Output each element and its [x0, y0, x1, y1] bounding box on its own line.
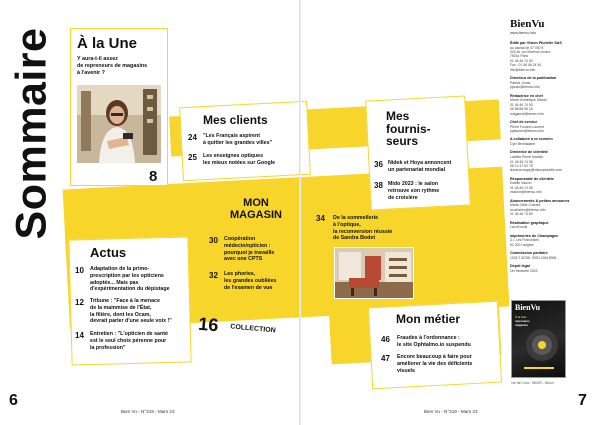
- colophon-line: 01 46 46 74 53: [510, 102, 533, 107]
- colophon-heading: Imprimeries de Champagne: [510, 233, 559, 238]
- colophon-line: esauvin@bienvu.info: [510, 190, 542, 195]
- colophon-heading: Directrice de clientèle: [510, 150, 549, 155]
- shop-interior-illustration: [335, 248, 414, 299]
- colophon-heading: Commission paritaire: [510, 251, 548, 256]
- magasin-heading: MON MAGASIN: [230, 197, 282, 221]
- cover-line-2: repreneurs: [515, 319, 530, 323]
- colophon-line: Patrick Jonas: [510, 80, 531, 85]
- colophon-line: 01 46 46 74 50: [510, 212, 533, 217]
- cover-thumbnail: [511, 300, 566, 378]
- colophon-block: [510, 234, 594, 247]
- colophon-heading: Directeur de la publication: [510, 76, 557, 81]
- metier-heading: Mon métier: [396, 312, 461, 326]
- magasin-item-1-text: Coopération médecin/opticien : pourquoi je travaille avec une CPTS: [224, 236, 275, 263]
- colophon-list: [510, 41, 594, 273]
- optician-photo-illustration: [77, 85, 161, 163]
- magasin-item-1-page: 30: [209, 236, 218, 245]
- magazine-url: www.bienvu.info: [510, 31, 536, 35]
- colophon-block: [510, 137, 594, 146]
- colophon-heading: Abonnements & petites annonces: [510, 198, 570, 203]
- page-title-text: Sommaire: [7, 27, 56, 239]
- colophon-line: pplaurent@bienvu.info: [510, 128, 544, 133]
- clients-heading: Mes clients: [203, 113, 268, 127]
- magasin-feature-text: De la sommellerie à l'optique, la reconversion réussie de Sandra Bodet: [333, 215, 393, 242]
- une-heading: À la Une: [77, 35, 138, 52]
- right-page-number: 7: [578, 392, 587, 409]
- colophon-heading: Édité par Vision Plurielle SAS: [510, 41, 562, 45]
- colophon-line: 320 av. du Général Leclerc: [510, 50, 551, 55]
- colophon-line: info@bienvu.info: [510, 67, 536, 72]
- colophon-line: mocharles@bienvu.info: [510, 207, 546, 212]
- colophon-line: Laetitia Perret Ibrahim: [510, 155, 544, 160]
- colophon-heading: Réalisation graphique: [510, 220, 549, 225]
- metier-item-2-page: 47: [381, 354, 390, 363]
- colophon-block: [510, 94, 594, 116]
- colophon-line: lineaccrocapp@visionplurielle.com: [510, 168, 563, 173]
- clients-item-2-page: 25: [188, 153, 197, 162]
- colophon-line: 01 46 46 74 08: [510, 185, 533, 190]
- actus-item-1-text: Adaptation de la primo- prescription par les opticiens adoptée... Mais pas d'expérimentation du dépistage: [90, 266, 170, 293]
- colophon-line: Pierre Fouché-Laurent: [510, 124, 544, 129]
- colophon: [510, 18, 594, 277]
- colophon-block: [510, 120, 594, 133]
- magasin-feature-page: 34: [316, 214, 325, 223]
- colophon-heading: Responsable de clientèle: [510, 176, 555, 181]
- right-folio: Bien Vu - N°319 - Mars 23: [424, 409, 478, 414]
- colophon-line: Marie-Odile Charles: [510, 203, 541, 208]
- fournisseurs-heading: Mes fournis- seurs: [386, 109, 431, 149]
- actus-item-2-text: Tribune : "Face à la menace de la mainmise de l'État, la filière, dont les Ocam, devrait parler d'une seule voix !": [90, 298, 172, 325]
- colophon-line: pjonas@bienvu.info: [510, 85, 540, 90]
- metier-item-2-text: Encore beaucoup à faire pour améliorer la vie des déficients visuels: [397, 354, 473, 374]
- colophon-line: 06 13 37 62 78: [510, 163, 533, 168]
- colophon-line: 01 46 46 74 55: [510, 159, 533, 164]
- magazine-logo: BienVu: [510, 18, 545, 30]
- colophon-block: [510, 41, 594, 72]
- colophon-line: 01 46 46 74 50: [510, 58, 533, 63]
- magasin-item-2-text: Les phories, les grandes oubliées de l'examen de vue: [224, 271, 277, 291]
- colophon-line: Léa Arnoult: [510, 225, 528, 230]
- colophon-block: [510, 76, 594, 89]
- cover-line-3: magasins: [515, 323, 528, 327]
- clients-item-1-page: 24: [188, 133, 197, 142]
- clients-item-2-text: Les enseignes optiques les mieux notées sur Google: [203, 153, 276, 166]
- colophon-line: 1026 T 82281 ISSN 1264-8981: [510, 255, 557, 260]
- colophon-line: 75014 Paris: [510, 54, 529, 59]
- page-title: [2, 22, 62, 244]
- collection-label: COLLECTION: [229, 323, 276, 335]
- metier-item-1-text: Fraudes à l'ordonnance : le site Ophtalmo.io suspendu: [397, 335, 471, 348]
- colophon-block: [510, 177, 594, 195]
- cover-caption: 1re de Couv : BBGR - Nikon: [511, 381, 554, 385]
- page-gutter: [299, 0, 301, 425]
- colophon-line: Fax : 01 46 46 24 54: [510, 63, 542, 68]
- actus-item-3-page: 14: [75, 331, 84, 340]
- fournisseurs-item-1-page: 36: [374, 160, 383, 169]
- actus-heading: Actus: [90, 245, 127, 260]
- colophon-heading: Rédactrice en chef: [510, 93, 543, 98]
- colophon-line: Cyril Benhadane: [510, 142, 536, 147]
- colophon-line: mdgainet@bienvu.info: [510, 111, 544, 116]
- fournisseurs-item-2-text: Mido 2023 : le salon retrouve son rythme de croisière: [388, 181, 440, 201]
- shop-interior-photo: [334, 247, 414, 299]
- colophon-block: [510, 199, 594, 217]
- collection-page: 16: [197, 313, 220, 336]
- cover-line-1: À la Une: [515, 315, 527, 319]
- actus-item-1-page: 10: [75, 266, 84, 275]
- fournisseurs-item-2-page: 38: [374, 181, 383, 190]
- colophon-heading: Chef de service: [510, 119, 538, 124]
- actus-item-3-text: Entretien : "L'opticien de santé est le seul choix pérenne pour la profession": [90, 331, 168, 351]
- magasin-item-2-page: 32: [209, 271, 218, 280]
- cover-illustration: [512, 301, 566, 378]
- fournisseurs-item-1-text: Nidek et Hoya annoncent un partenariat mondial: [388, 160, 452, 173]
- colophon-block: [510, 264, 594, 273]
- une-page: 8: [149, 168, 158, 185]
- clients-item-1-text: "Les Français aspirent à quitter les grandes villes": [203, 133, 273, 146]
- left-page-number: 6: [9, 392, 18, 409]
- colophon-heading: A collaboré à ce numéro: [510, 137, 553, 142]
- colophon-line: 1er trimestre 2023: [510, 268, 538, 273]
- left-folio: Bien Vu - N°319 - Mars 23: [121, 409, 175, 414]
- colophon-block: [510, 150, 594, 172]
- colophon-block: [510, 251, 594, 260]
- colophon-line: Z.I. Les Franchises: [510, 238, 539, 243]
- collection-tag: [197, 314, 299, 349]
- colophon-block: [510, 221, 594, 230]
- colophon-line: au capital de 37 000 €: [510, 45, 544, 50]
- colophon-line: Estelle Sauvin: [510, 181, 532, 186]
- cover-logo: BienVu: [515, 303, 541, 312]
- colophon-line: 52 200 Langres: [510, 242, 534, 247]
- metier-item-1-page: 46: [381, 335, 390, 344]
- colophon-heading: Dépôt légal: [510, 264, 530, 269]
- une-teaser: Y aura-t-il assez de repreneurs de magasins à l'avenir ?: [77, 56, 148, 76]
- colophon-line: 06 88 88 96 18: [510, 107, 533, 112]
- colophon-line: Marie-Dominique Gainet: [510, 98, 547, 103]
- actus-item-2-page: 12: [75, 298, 84, 307]
- une-photo: [77, 85, 161, 163]
